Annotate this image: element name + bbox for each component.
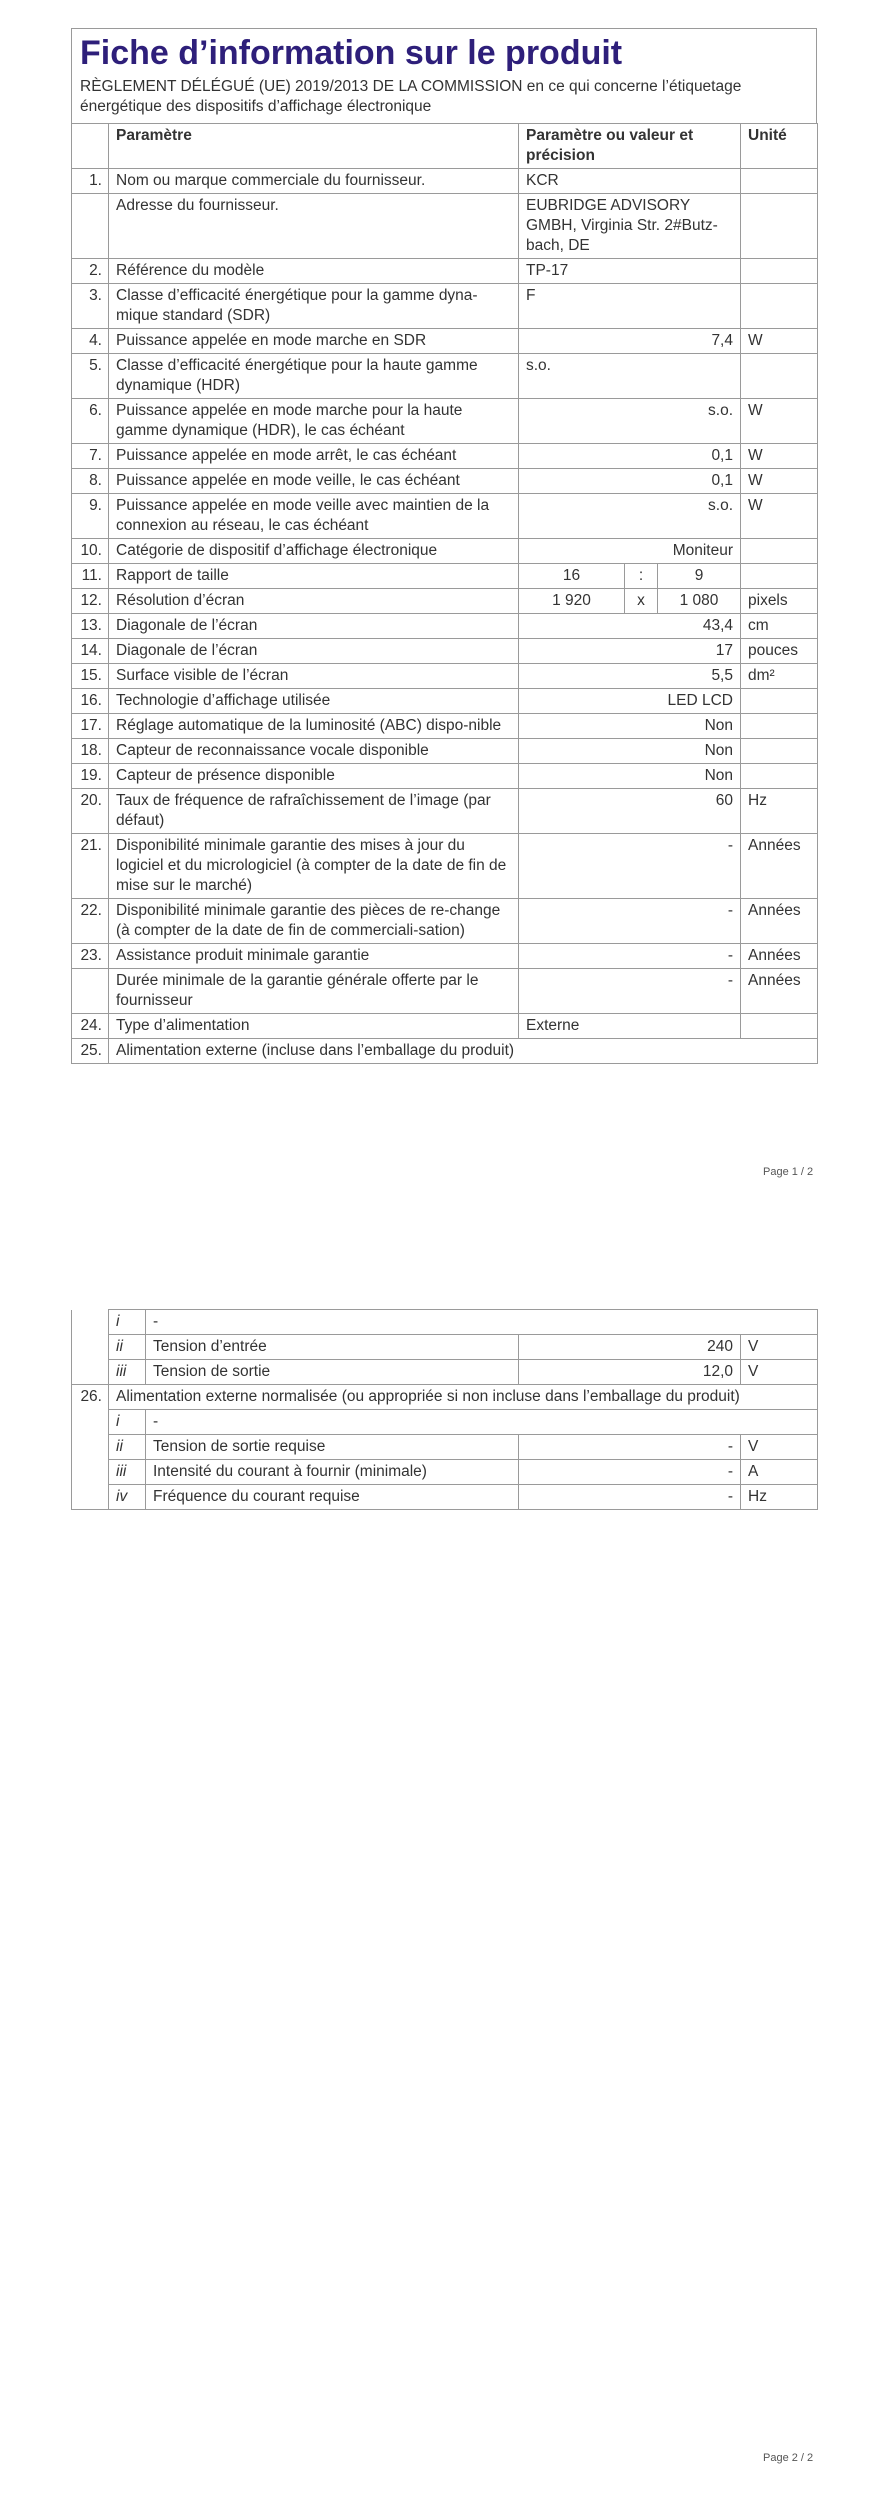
row-number: 1. xyxy=(72,169,109,194)
table-row xyxy=(72,494,818,539)
row-number: 18. xyxy=(72,739,109,764)
row-number-blank xyxy=(72,1310,109,1335)
row-number-blank xyxy=(72,1360,109,1385)
row-number: 11. xyxy=(72,564,109,589)
row-number xyxy=(72,194,109,259)
row-number xyxy=(72,969,109,1014)
row-unit: Années xyxy=(741,969,818,1014)
row-number: 7. xyxy=(72,444,109,469)
row-value: Non xyxy=(519,714,741,739)
row-parameter: Classe d’efficacité énergétique pour la haute gamme dynamique (HDR) xyxy=(109,354,519,399)
row-parameter: Disponibilité minimale garantie des pièces de re-change (à compter de la date de fin de commerciali-sation) xyxy=(109,899,519,944)
row-number: 13. xyxy=(72,614,109,639)
table-row xyxy=(72,714,818,739)
row-parameter: - xyxy=(146,1410,818,1435)
row-unit xyxy=(741,1014,818,1039)
row-parameter: Référence du modèle xyxy=(109,259,519,284)
product-info-table xyxy=(71,123,818,1064)
row-parameter: Alimentation externe normalisée (ou appropriée si non incluse dans l’emballage du produit) xyxy=(109,1385,818,1410)
row-number: 26. xyxy=(72,1385,109,1410)
row-value: - xyxy=(519,969,741,1014)
table-subrow xyxy=(72,1435,818,1460)
row-number: 22. xyxy=(72,899,109,944)
row-unit: Années xyxy=(741,899,818,944)
table-subrow xyxy=(72,1335,818,1360)
row-number: 25. xyxy=(72,1039,109,1064)
row-unit: W xyxy=(741,444,818,469)
row-roman-index: iii xyxy=(109,1460,146,1485)
row-number-blank xyxy=(72,1435,109,1460)
table-subrow xyxy=(72,1485,818,1510)
row-number: 2. xyxy=(72,259,109,284)
table-row xyxy=(72,969,818,1014)
row-number: 24. xyxy=(72,1014,109,1039)
row-value: - xyxy=(519,1485,741,1510)
row-value: EUBRIDGE ADVISORY GMBH, Virginia Str. 2#Butz-bach, DE xyxy=(519,194,741,259)
table-subrow xyxy=(72,1360,818,1385)
row-value-split xyxy=(519,589,741,614)
row-value: TP-17 xyxy=(519,259,741,284)
table-row-resolution xyxy=(72,589,818,614)
row-value: 0,1 xyxy=(519,444,741,469)
page-title: Fiche d’information sur le produit xyxy=(80,34,623,72)
page-1 xyxy=(71,28,817,1064)
row-value: 17 xyxy=(519,639,741,664)
row-parameter: Intensité du courant à fournir (minimale) xyxy=(146,1460,519,1485)
table-row xyxy=(72,789,818,834)
row-unit xyxy=(741,194,818,259)
split-value-row xyxy=(519,564,740,588)
product-info-table-continued xyxy=(71,1309,818,1510)
table-row xyxy=(72,539,818,564)
row-parameter: Alimentation externe (incluse dans l’emballage du produit) xyxy=(109,1039,818,1064)
row-roman-index: ii xyxy=(109,1335,146,1360)
row-parameter: Puissance appelée en mode veille, le cas échéant xyxy=(109,469,519,494)
header-unit: Unité xyxy=(741,124,818,169)
table-row xyxy=(72,689,818,714)
row-number: 5. xyxy=(72,354,109,399)
row-value: F xyxy=(519,284,741,329)
table-row xyxy=(72,284,818,329)
row-parameter: Réglage automatique de la luminosité (ABC) dispo-nible xyxy=(109,714,519,739)
row-parameter: Tension de sortie xyxy=(146,1360,519,1385)
table-row xyxy=(72,899,818,944)
row-parameter: Assistance produit minimale garantie xyxy=(109,944,519,969)
header-param: Paramètre xyxy=(109,124,519,169)
split-value-table xyxy=(519,564,740,588)
row-number: 16. xyxy=(72,689,109,714)
row-number: 21. xyxy=(72,834,109,899)
split-value-row xyxy=(519,589,740,613)
row-parameter: Nom ou marque commerciale du fournisseur. xyxy=(109,169,519,194)
split-value-a: 1 920 xyxy=(519,589,625,613)
table-row xyxy=(72,614,818,639)
row-value: Externe xyxy=(519,1014,741,1039)
row-value: 240 xyxy=(519,1335,741,1360)
row-parameter: Fréquence du courant requise xyxy=(146,1485,519,1510)
table-row xyxy=(72,1039,818,1064)
row-value: Moniteur xyxy=(519,539,741,564)
table-row xyxy=(72,1014,818,1039)
row-parameter: Puissance appelée en mode marche pour la haute gamme dynamique (HDR), le cas échéant xyxy=(109,399,519,444)
row-parameter: Capteur de reconnaissance vocale disponible xyxy=(109,739,519,764)
row-value: 7,4 xyxy=(519,329,741,354)
table-row xyxy=(72,1385,818,1410)
row-value: - xyxy=(519,1435,741,1460)
row-parameter: - xyxy=(146,1310,818,1335)
table-row-aspect-ratio xyxy=(72,564,818,589)
row-number: 4. xyxy=(72,329,109,354)
row-parameter: Classe d’efficacité énergétique pour la gamme dyna-mique standard (SDR) xyxy=(109,284,519,329)
row-value: 0,1 xyxy=(519,469,741,494)
row-parameter: Résolution d’écran xyxy=(109,589,519,614)
row-unit xyxy=(741,689,818,714)
row-unit: W xyxy=(741,469,818,494)
page-number-2: Page 2 / 2 xyxy=(763,2452,814,2464)
row-unit: Années xyxy=(741,944,818,969)
row-value: - xyxy=(519,944,741,969)
table-row xyxy=(72,259,818,284)
row-parameter: Diagonale de l’écran xyxy=(109,639,519,664)
row-parameter: Adresse du fournisseur. xyxy=(109,194,519,259)
row-value: s.o. xyxy=(519,354,741,399)
row-value: 12,0 xyxy=(519,1360,741,1385)
row-parameter: Taux de fréquence de rafraîchissement de l’image (par défaut) xyxy=(109,789,519,834)
table-header-row xyxy=(72,124,818,169)
row-number: 17. xyxy=(72,714,109,739)
row-parameter: Durée minimale de la garantie générale offerte par le fournisseur xyxy=(109,969,519,1014)
row-unit xyxy=(741,169,818,194)
row-unit xyxy=(741,284,818,329)
row-number: 20. xyxy=(72,789,109,834)
row-value: LED LCD xyxy=(519,689,741,714)
table-row xyxy=(72,169,818,194)
regulation-subtitle: RÈGLEMENT DÉLÉGUÉ (UE) 2019/2013 DE LA COMMISSION en ce qui concerne l’étiquetage énergétique des dispositifs d’affichage électronique xyxy=(80,78,742,115)
row-value: - xyxy=(519,834,741,899)
row-unit: dm² xyxy=(741,664,818,689)
row-parameter: Tension de sortie requise xyxy=(146,1435,519,1460)
table-row xyxy=(72,354,818,399)
page-2 xyxy=(71,1309,817,1510)
header-value: Paramètre ou valeur et précision xyxy=(519,124,741,169)
row-unit: V xyxy=(741,1360,818,1385)
row-parameter: Capteur de présence disponible xyxy=(109,764,519,789)
row-number: 8. xyxy=(72,469,109,494)
row-unit: cm xyxy=(741,614,818,639)
row-value: KCR xyxy=(519,169,741,194)
row-unit xyxy=(741,259,818,284)
row-number: 19. xyxy=(72,764,109,789)
row-value: Non xyxy=(519,739,741,764)
row-number: 6. xyxy=(72,399,109,444)
table-row xyxy=(72,834,818,899)
row-value: s.o. xyxy=(519,494,741,539)
row-value: - xyxy=(519,899,741,944)
row-value: - xyxy=(519,1460,741,1485)
row-number: 23. xyxy=(72,944,109,969)
table-row xyxy=(72,639,818,664)
table-row xyxy=(72,664,818,689)
table-row xyxy=(72,329,818,354)
split-separator: : xyxy=(625,564,658,588)
title-box xyxy=(71,28,817,123)
table-subrow xyxy=(72,1460,818,1485)
row-number-blank xyxy=(72,1485,109,1510)
row-number: 9. xyxy=(72,494,109,539)
row-parameter: Catégorie de dispositif d’affichage électronique xyxy=(109,539,519,564)
split-value-table xyxy=(519,589,740,613)
row-number-blank xyxy=(72,1335,109,1360)
row-unit: Hz xyxy=(741,1485,818,1510)
row-unit xyxy=(741,739,818,764)
page-number-1: Page 1 / 2 xyxy=(763,1166,814,1178)
row-number: 15. xyxy=(72,664,109,689)
row-unit: W xyxy=(741,399,818,444)
row-number: 12. xyxy=(72,589,109,614)
split-separator: x xyxy=(625,589,658,613)
row-value: Non xyxy=(519,764,741,789)
table-row xyxy=(72,399,818,444)
table-row xyxy=(72,944,818,969)
row-unit xyxy=(741,354,818,399)
row-unit: W xyxy=(741,329,818,354)
row-unit: pouces xyxy=(741,639,818,664)
row-value: 60 xyxy=(519,789,741,834)
split-value-b: 1 080 xyxy=(679,592,719,609)
row-parameter: Technologie d’affichage utilisée xyxy=(109,689,519,714)
table-row xyxy=(72,764,818,789)
row-unit: Années xyxy=(741,834,818,899)
row-number: 10. xyxy=(72,539,109,564)
row-parameter: Puissance appelée en mode veille avec maintien de la connexion au réseau, le cas échéant xyxy=(109,494,519,539)
row-roman-index: i xyxy=(109,1410,146,1435)
row-parameter: Diagonale de l’écran xyxy=(109,614,519,639)
row-unit xyxy=(741,714,818,739)
row-roman-index: iii xyxy=(109,1360,146,1385)
row-roman-index: ii xyxy=(109,1435,146,1460)
row-unit: A xyxy=(741,1460,818,1485)
row-roman-index: iv xyxy=(109,1485,146,1510)
row-parameter: Puissance appelée en mode marche en SDR xyxy=(109,329,519,354)
row-value: 5,5 xyxy=(519,664,741,689)
header-num-cell xyxy=(72,124,109,169)
row-unit: V xyxy=(741,1335,818,1360)
row-parameter: Type d’alimentation xyxy=(109,1014,519,1039)
row-parameter: Puissance appelée en mode arrêt, le cas échéant xyxy=(109,444,519,469)
row-number: 14. xyxy=(72,639,109,664)
row-parameter: Rapport de taille xyxy=(109,564,519,589)
row-number-blank xyxy=(72,1410,109,1435)
split-value-a: 16 xyxy=(519,564,625,588)
row-roman-index: i xyxy=(109,1310,146,1335)
table-row xyxy=(72,444,818,469)
row-unit: V xyxy=(741,1435,818,1460)
table-row xyxy=(72,194,818,259)
row-unit xyxy=(741,764,818,789)
row-unit: W xyxy=(741,494,818,539)
row-unit: Hz xyxy=(741,789,818,834)
row-unit xyxy=(741,564,818,589)
split-value-b: 9 xyxy=(694,567,704,584)
row-number-blank xyxy=(72,1460,109,1485)
row-unit xyxy=(741,539,818,564)
table-subrow xyxy=(72,1310,818,1335)
row-number: 3. xyxy=(72,284,109,329)
row-parameter: Tension d’entrée xyxy=(146,1335,519,1360)
row-parameter: Disponibilité minimale garantie des mises à jour du logiciel et du micrologiciel (à compter de la date de fin de mise sur le marché) xyxy=(109,834,519,899)
table-subrow xyxy=(72,1410,818,1435)
table-row xyxy=(72,469,818,494)
row-value: s.o. xyxy=(519,399,741,444)
row-value: 43,4 xyxy=(519,614,741,639)
row-value-split xyxy=(519,564,741,589)
row-unit: pixels xyxy=(741,589,818,614)
row-parameter: Surface visible de l’écran xyxy=(109,664,519,689)
table-row xyxy=(72,739,818,764)
